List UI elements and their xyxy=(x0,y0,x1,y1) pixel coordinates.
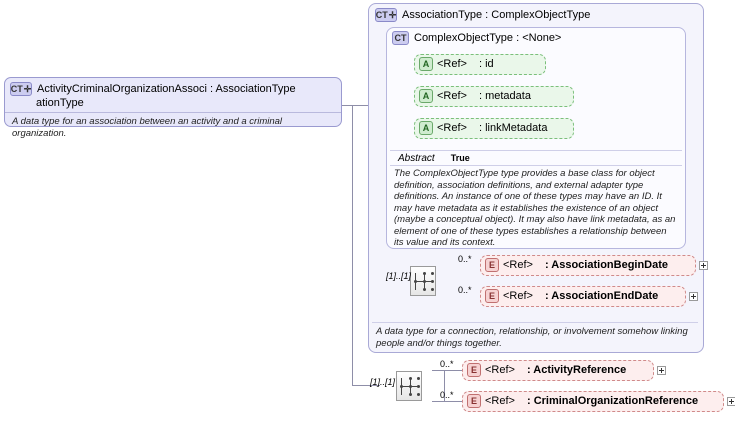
occurrence-label: 0..* xyxy=(440,359,454,369)
connector-line xyxy=(432,370,444,371)
complex-type-plus-icon: CT ✛ xyxy=(10,83,32,94)
complex-object-type-title: ComplexObjectType : <None> xyxy=(414,32,562,44)
complex-type-plus-icon: CT ✛ xyxy=(375,9,397,20)
expand-button[interactable] xyxy=(689,292,698,301)
expand-button[interactable] xyxy=(727,397,735,406)
abstract-row xyxy=(390,151,682,165)
element-associationbegindate[interactable] xyxy=(480,255,696,276)
connector-line xyxy=(342,105,352,106)
occurrence-label: 0..* xyxy=(458,285,472,295)
complex-object-type-documentation: The ComplexObjectType type provides a base class for object definition, association definitions, and external adapter type definitions. An instance of one of these types may have an ID. It may have metadata as it establishes the existence of an object (maybe a conceptual object). It may also have link metadata, as an element of one of these types establishes a relationship between its value and its context. xyxy=(394,168,676,248)
divider xyxy=(372,322,698,323)
element-icon: E xyxy=(485,258,499,272)
element-name: : AssociationBeginDate xyxy=(544,259,669,271)
attribute-name: : linkMetadata xyxy=(478,122,548,134)
element-associationenddate[interactable] xyxy=(480,286,686,307)
expand-button[interactable] xyxy=(699,261,708,270)
sequence-connector-association[interactable] xyxy=(410,266,436,296)
association-type-title: AssociationType : ComplexObjectType xyxy=(402,9,591,21)
occurrence-label: 0..* xyxy=(458,254,472,264)
main-type-title: ActivityCriminalOrganizationAssoci : AssociationType xyxy=(37,83,296,95)
complex-object-type-detail xyxy=(390,150,682,251)
attribute-id[interactable] xyxy=(414,54,546,75)
element-ref: <Ref> xyxy=(503,290,533,302)
element-icon: E xyxy=(467,363,481,377)
sequence-occurrence-association: [1]..[1] xyxy=(386,271,412,281)
connector-line xyxy=(352,105,353,385)
occurrence-label: 0..* xyxy=(440,390,454,400)
abstract-value: True xyxy=(450,153,470,163)
main-type-title-wrap: ationType xyxy=(36,97,84,109)
attribute-name: : metadata xyxy=(478,90,531,102)
connector-line xyxy=(432,401,444,402)
sequence-occurrence-outer: [1]..[1] xyxy=(370,377,396,387)
attribute-ref: <Ref> xyxy=(437,58,467,70)
attribute-icon: A xyxy=(419,121,433,135)
sequence-connector-outer[interactable] xyxy=(396,371,422,401)
expand-button[interactable] xyxy=(657,366,666,375)
association-type-doc-block xyxy=(372,322,698,351)
element-criminalorganizationreference[interactable] xyxy=(462,391,724,412)
element-icon: E xyxy=(485,289,499,303)
element-name: : ActivityReference xyxy=(526,364,627,376)
element-ref: <Ref> xyxy=(503,259,533,271)
element-icon: E xyxy=(467,394,481,408)
main-type-documentation: A data type for an association between an activity and a criminal organization. xyxy=(12,116,283,139)
connector-line xyxy=(444,401,462,402)
attribute-ref: <Ref> xyxy=(437,90,467,102)
complex-type-icon: CT xyxy=(392,31,409,45)
element-name: : CriminalOrganizationReference xyxy=(526,395,699,407)
attribute-icon: A xyxy=(419,57,433,71)
element-name: : AssociationEndDate xyxy=(544,290,659,302)
connector-line xyxy=(444,370,462,371)
attribute-name: : id xyxy=(478,58,494,70)
attribute-linkmetadata[interactable] xyxy=(414,118,574,139)
abstract-label: Abstract xyxy=(398,153,435,164)
association-type-documentation: A data type for a connection, relationship, or involvement somehow linking people and/or things together. xyxy=(376,326,688,349)
attribute-ref: <Ref> xyxy=(437,122,467,134)
attribute-metadata[interactable] xyxy=(414,86,574,107)
element-ref: <Ref> xyxy=(485,364,515,376)
element-ref: <Ref> xyxy=(485,395,515,407)
main-type-node[interactable] xyxy=(4,77,342,139)
attribute-icon: A xyxy=(419,89,433,103)
element-activityreference[interactable] xyxy=(462,360,654,381)
